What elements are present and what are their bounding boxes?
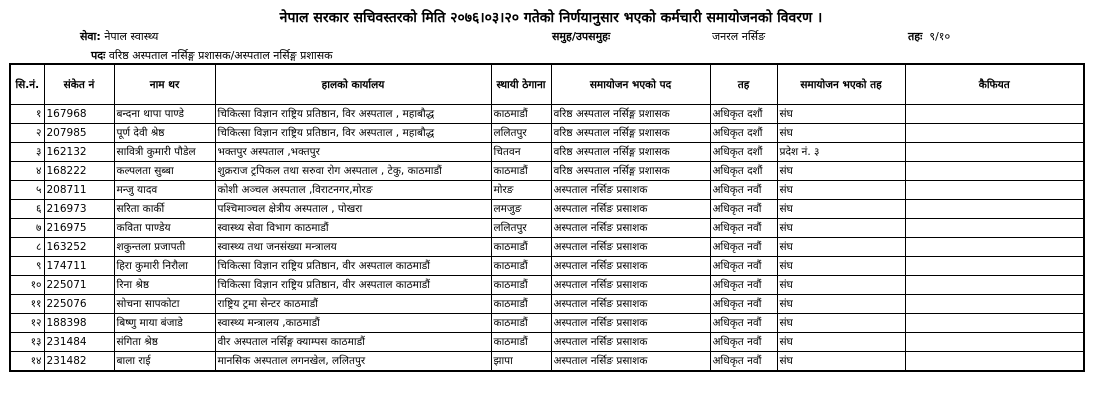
cell-level: अधिकृत नवौं: [710, 295, 777, 314]
table-row: [10, 181, 1084, 200]
cell-adjusted-level: प्रदेश नं. ३: [777, 143, 905, 162]
cell-name: कविता पाण्डेय: [114, 219, 215, 238]
sewa-field: [80, 29, 158, 44]
cell-code: 163252: [44, 238, 114, 257]
cell-office: कोशी अञ्चल अस्पताल ,विराटनगर,मोरङ: [215, 181, 491, 200]
cell-post: वरिष्ठ अस्पताल नर्सिङ्ग प्रशासक: [551, 162, 710, 181]
cell-post: अस्पताल नर्सिङ प्रसाशक: [551, 219, 710, 238]
cell-adjusted-level: संघ: [777, 314, 905, 333]
table-row: [10, 219, 1084, 238]
cell-level: अधिकृत दशौं: [710, 105, 777, 124]
cell-office: चिकित्सा विज्ञान राष्ट्रिय प्रतिष्ठान, विर अस्पताल , महाबौद्ध: [215, 105, 491, 124]
cell-sn: ५: [10, 181, 44, 200]
cell-post: अस्पताल नर्सिङ प्रसाशक: [551, 352, 710, 372]
cell-level: अधिकृत नवौं: [710, 352, 777, 372]
cell-name: बाला राई: [114, 352, 215, 372]
table-row: [10, 143, 1084, 162]
cell-post: वरिष्ठ अस्पताल नर्सिङ्ग प्रशासक: [551, 124, 710, 143]
samuha-label-field: [552, 29, 610, 44]
cell-adjusted-level: संघ: [777, 162, 905, 181]
cell-name: सरिता कार्की: [114, 200, 215, 219]
cell-office: स्वास्थ्य तथा जनसंख्या मन्त्रालय: [215, 238, 491, 257]
cell-address: झापा: [491, 352, 551, 372]
cell-post: अस्पताल नर्सिङ प्रसाशक: [551, 276, 710, 295]
cell-adjusted-level: संघ: [777, 238, 905, 257]
cell-code: 162132: [44, 143, 114, 162]
cell-sn: १०: [10, 276, 44, 295]
cell-office: राष्ट्रिय ट्रमा सेन्टर काठमाडौं: [215, 295, 491, 314]
taha-value: ९/१०: [929, 30, 951, 43]
cell-office: भक्तपुर अस्पताल ,भक्तपुर: [215, 143, 491, 162]
header-name: नाम थर: [114, 64, 215, 105]
header-level: तह: [710, 64, 777, 105]
samuha-value-field: [712, 29, 765, 44]
cell-level: अधिकृत नवौं: [710, 219, 777, 238]
cell-code: 208711: [44, 181, 114, 200]
cell-level: अधिकृत नवौं: [710, 181, 777, 200]
table-row: [10, 276, 1084, 295]
cell-adjusted-level: संघ: [777, 219, 905, 238]
cell-adjusted-level: संघ: [777, 257, 905, 276]
cell-post: अस्पताल नर्सिङ प्रसाशक: [551, 200, 710, 219]
header-office: हालको कार्यालय: [215, 64, 491, 105]
table-row: [10, 200, 1084, 219]
cell-remarks: [905, 314, 1084, 333]
cell-address: ललितपुर: [491, 124, 551, 143]
table-row: [10, 352, 1084, 372]
cell-sn: ९: [10, 257, 44, 276]
cell-address: लमजुङ: [491, 200, 551, 219]
cell-remarks: [905, 352, 1084, 372]
cell-sn: २: [10, 124, 44, 143]
header-post: समायोजन भएको पद: [551, 64, 710, 105]
cell-address: काठमाडौं: [491, 238, 551, 257]
cell-sn: ३: [10, 143, 44, 162]
cell-name: सावित्री कुमारी पौडेल: [114, 143, 215, 162]
cell-name: संगिता श्रेष्ठ: [114, 333, 215, 352]
cell-name: मन्जु यादव: [114, 181, 215, 200]
table-row: [10, 314, 1084, 333]
cell-remarks: [905, 219, 1084, 238]
cell-office: चिकित्सा विज्ञान राष्ट्रिय प्रतिष्ठान, वीर अस्पताल काठमाडौं: [215, 276, 491, 295]
table-row: [10, 295, 1084, 314]
table-row: [10, 162, 1084, 181]
taha-label: तहः: [908, 30, 923, 43]
cell-address: चितवन: [491, 143, 551, 162]
cell-name: सोचना सापकोटा: [114, 295, 215, 314]
cell-remarks: [905, 143, 1084, 162]
pad-label: पदः: [91, 49, 106, 62]
table-header-row: [10, 64, 1084, 105]
cell-sn: ७: [10, 219, 44, 238]
cell-name: रिना श्रेष्ठ: [114, 276, 215, 295]
cell-adjusted-level: संघ: [777, 295, 905, 314]
cell-level: अधिकृत दशौं: [710, 162, 777, 181]
cell-remarks: [905, 162, 1084, 181]
taha-field: [908, 29, 950, 44]
cell-post: अस्पताल नर्सिङ प्रसाशक: [551, 238, 710, 257]
cell-office: चिकित्सा विज्ञान राष्ट्रिय प्रतिष्ठान, विर अस्पताल , महाबौद्ध: [215, 124, 491, 143]
cell-sn: १: [10, 105, 44, 124]
cell-level: अधिकृत दशौं: [710, 124, 777, 143]
cell-code: 216975: [44, 219, 114, 238]
cell-post: अस्पताल नर्सिङ प्रसाशक: [551, 314, 710, 333]
cell-sn: ८: [10, 238, 44, 257]
cell-post: अस्पताल नर्सिङ प्रसाशक: [551, 257, 710, 276]
cell-code: 168222: [44, 162, 114, 181]
table-row: [10, 257, 1084, 276]
cell-remarks: [905, 200, 1084, 219]
cell-adjusted-level: संघ: [777, 276, 905, 295]
cell-address: काठमाडौं: [491, 105, 551, 124]
cell-adjusted-level: संघ: [777, 200, 905, 219]
cell-name: हिरा कुमारी निरौला: [114, 257, 215, 276]
cell-remarks: [905, 124, 1084, 143]
table-row: [10, 105, 1084, 124]
cell-sn: १३: [10, 333, 44, 352]
cell-name: कल्पलता सुब्बा: [114, 162, 215, 181]
document-title: नेपाल सरकार सचिवस्तरको मिति २०७६।०३।२० गतेको निर्णयानुसार भएको कर्मचारी समायोजनको विवरण ।: [279, 10, 823, 26]
header-address: स्थायी ठेगाना: [491, 64, 551, 105]
pad-value: वरिष्ठ अस्पताल नर्सिङ्ग प्रशासक/अस्पताल नर्सिङ्ग प्रशासक: [108, 49, 333, 62]
cell-post: अस्पताल नर्सिङ प्रसाशक: [551, 181, 710, 200]
cell-address: काठमाडौं: [491, 257, 551, 276]
header-remarks: कैफियत: [905, 64, 1084, 105]
cell-post: अस्पताल नर्सिङ प्रसाशक: [551, 295, 710, 314]
cell-address: मोरङ: [491, 181, 551, 200]
cell-office: वीर अस्पताल नर्सिङ्ग क्याम्पस काठमाडौं: [215, 333, 491, 352]
cell-remarks: [905, 295, 1084, 314]
cell-code: 225071: [44, 276, 114, 295]
cell-code: 167968: [44, 105, 114, 124]
cell-code: 231484: [44, 333, 114, 352]
cell-code: 225076: [44, 295, 114, 314]
cell-remarks: [905, 181, 1084, 200]
cell-code: 174711: [44, 257, 114, 276]
cell-name: पूर्ण देवी श्रेष्ठ: [114, 124, 215, 143]
pad-field: [91, 48, 333, 63]
employee-adjustment-table: [9, 63, 1085, 372]
cell-office: चिकित्सा विज्ञान राष्ट्रिय प्रतिष्ठान, वीर अस्पताल काठमाडौं: [215, 257, 491, 276]
cell-office: पश्चिमाञ्चल क्षेत्रीय अस्पताल , पोखरा: [215, 200, 491, 219]
cell-address: काठमाडौं: [491, 162, 551, 181]
cell-level: अधिकृत नवौं: [710, 314, 777, 333]
cell-sn: ६: [10, 200, 44, 219]
cell-post: वरिष्ठ अस्पताल नर्सिङ्ग प्रशासक: [551, 143, 710, 162]
cell-name: बिष्णु माया बंजाडे: [114, 314, 215, 333]
samuha-label: समुह/उपसमुहः: [552, 30, 611, 43]
cell-sn: १२: [10, 314, 44, 333]
cell-name: बन्दना थापा पाण्डे: [114, 105, 215, 124]
cell-address: काठमाडौं: [491, 276, 551, 295]
header-code: संकेत नं: [44, 64, 114, 105]
cell-level: अधिकृत नवौं: [710, 276, 777, 295]
cell-address: ललितपुर: [491, 219, 551, 238]
cell-office: मानसिक अस्पताल लगनखेल, ललितपुर: [215, 352, 491, 372]
cell-level: अधिकृत नवौं: [710, 200, 777, 219]
table-row: [10, 124, 1084, 143]
cell-post: अस्पताल नर्सिङ प्रसाशक: [551, 333, 710, 352]
cell-post: वरिष्ठ अस्पताल नर्सिङ्ग प्रशासक: [551, 105, 710, 124]
cell-level: अधिकृत नवौं: [710, 238, 777, 257]
cell-code: 188398: [44, 314, 114, 333]
cell-address: काठमाडौं: [491, 314, 551, 333]
cell-sn: ११: [10, 295, 44, 314]
cell-address: काठमाडौं: [491, 295, 551, 314]
cell-office: स्वास्थ्य सेवा विभाग काठमाडौं: [215, 219, 491, 238]
cell-code: 216973: [44, 200, 114, 219]
cell-level: अधिकृत नवौं: [710, 333, 777, 352]
cell-level: अधिकृत नवौं: [710, 257, 777, 276]
cell-code: 207985: [44, 124, 114, 143]
cell-office: स्वास्थ्य मन्त्रालय ,काठमाडौं: [215, 314, 491, 333]
cell-adjusted-level: संघ: [777, 124, 905, 143]
header-sn: सि.नं.: [10, 64, 44, 105]
sewa-label: सेवा:: [80, 30, 101, 43]
samuha-value: जनरल नर्सिङ: [712, 30, 766, 43]
cell-name: शकुन्तला प्रजापती: [114, 238, 215, 257]
table-row: [10, 333, 1084, 352]
header-adjusted-level: समायोजन भएको तह: [777, 64, 905, 105]
cell-sn: १४: [10, 352, 44, 372]
cell-remarks: [905, 333, 1084, 352]
cell-office: शुक्रराज ट्रपिकल तथा सरुवा रोग अस्पताल , टेकु, काठमाडौं: [215, 162, 491, 181]
cell-remarks: [905, 257, 1084, 276]
sewa-value: नेपाल स्वास्थ्य: [104, 30, 159, 43]
cell-adjusted-level: संघ: [777, 105, 905, 124]
cell-remarks: [905, 105, 1084, 124]
table-row: [10, 238, 1084, 257]
cell-remarks: [905, 276, 1084, 295]
cell-address: काठमाडौं: [491, 333, 551, 352]
cell-sn: ४: [10, 162, 44, 181]
cell-level: अधिकृत दशौं: [710, 143, 777, 162]
cell-code: 231482: [44, 352, 114, 372]
cell-adjusted-level: संघ: [777, 352, 905, 372]
cell-adjusted-level: संघ: [777, 181, 905, 200]
cell-adjusted-level: संघ: [777, 333, 905, 352]
cell-remarks: [905, 238, 1084, 257]
